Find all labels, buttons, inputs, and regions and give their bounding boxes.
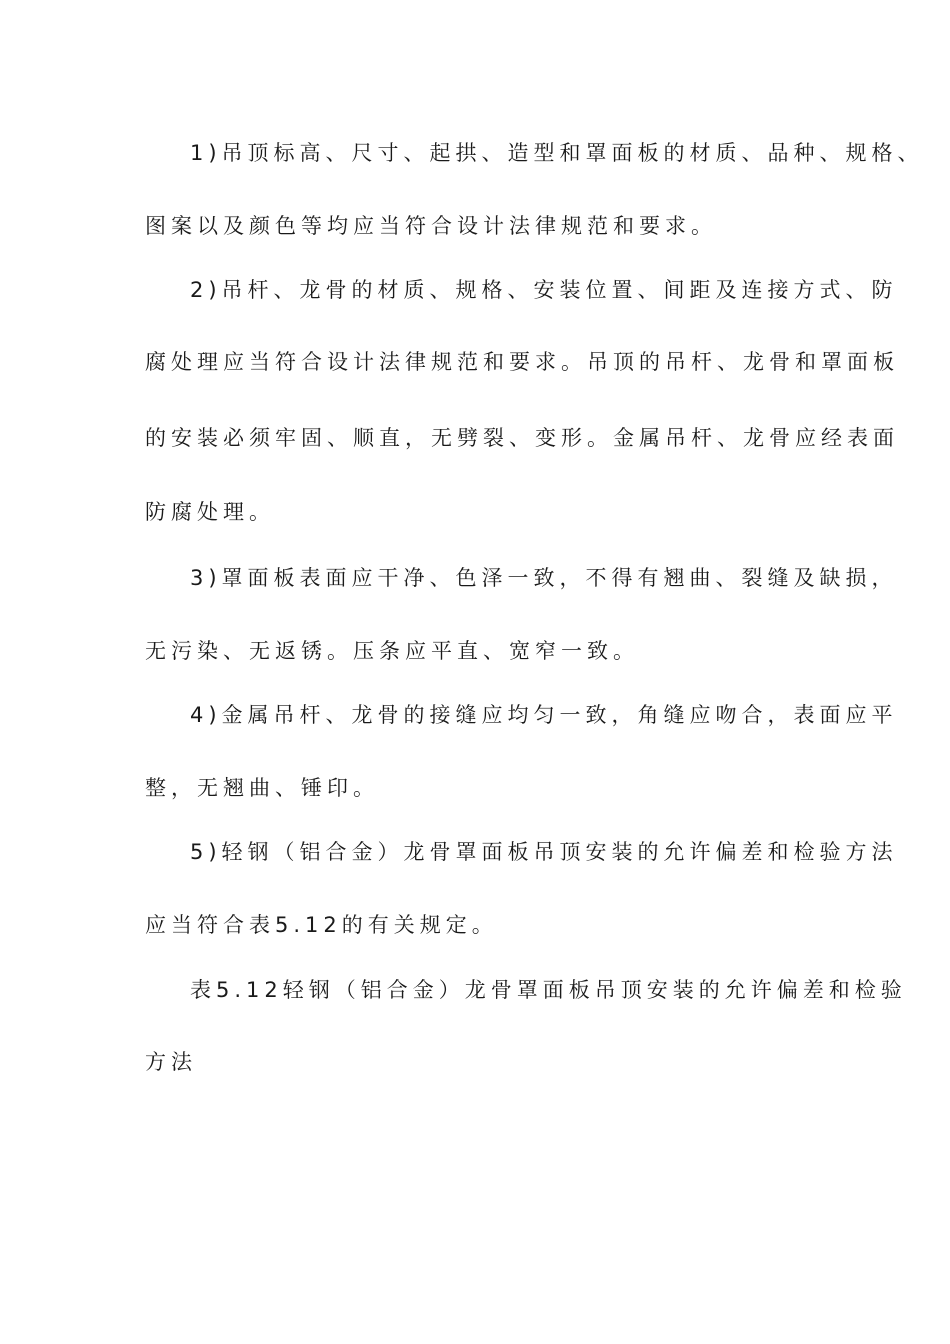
item-4-line-1: 4)金属吊杆、龙骨的接缝应均匀一致，角缝应吻合，表面应平 [190, 703, 898, 727]
item-3-line-1: 3)罩面板表面应干净、色泽一致，不得有翘曲、裂缝及缺损， [190, 566, 898, 590]
item-2-line-4: 防腐处理。 [145, 500, 275, 524]
table-caption-line-2: 方法 [145, 1050, 197, 1074]
item-2-line-2: 腐处理应当符合设计法律规范和要求。吊顶的吊杆、龙骨和罩面板 [145, 350, 899, 374]
item-4-line-2: 整，无翘曲、锤印。 [145, 776, 379, 800]
item-2-line-3: 的安装必须牢固、顺直，无劈裂、变形。金属吊杆、龙骨应经表面 [145, 426, 899, 450]
item-2-line-1: 2)吊杆、龙骨的材质、规格、安装位置、间距及连接方式、防 [190, 278, 898, 302]
item-1-line-2: 图案以及颜色等均应当符合设计法律规范和要求。 [145, 214, 717, 238]
item-5-line-1: 5)轻钢（铝合金）龙骨罩面板吊顶安装的允许偏差和检验方法 [190, 840, 898, 864]
item-1-line-1: 1)吊顶标高、尺寸、起拱、造型和罩面板的材质、品种、规格、 [190, 141, 924, 165]
item-3-line-2: 无污染、无返锈。压条应平直、宽窄一致。 [145, 639, 639, 663]
item-5-line-2: 应当符合表5.12的有关规定。 [145, 913, 498, 937]
table-caption-line-1: 表5.12轻钢（铝合金）龙骨罩面板吊顶安装的允许偏差和检验 [190, 978, 907, 1002]
